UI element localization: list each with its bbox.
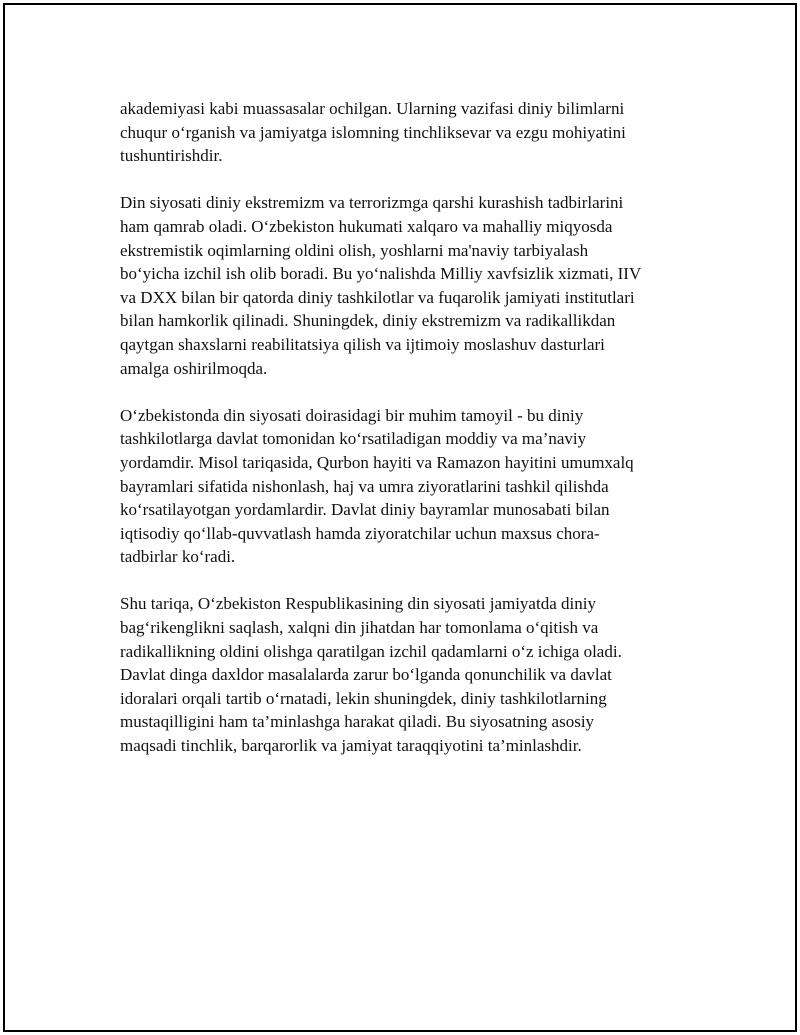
text-line: mustaqilligini ham ta’minlashga harakat qiladi. Bu siyosatning asosiy	[120, 712, 595, 732]
text-line: yordamdir. Misol tariqasida, Qurbon hayiti va Ramazon hayitini umumxalq	[120, 452, 634, 472]
text-line: amalga oshirilmoqda.	[120, 358, 268, 378]
text-line: bilan hamkorlik qilinadi. Shuningdek, diniy ekstremizm va radikallikdan	[120, 311, 616, 331]
text-line: idoralari orqali tartib o‘rnatadi, lekin shuningdek, diniy tashkilotlarning	[120, 688, 607, 708]
paragraph-3	[120, 404, 680, 569]
text-line: Davlat dinga daxldor masalalarda zarur bo‘lganda qonunchilik va davlat	[120, 665, 612, 685]
text-line: chuqur o‘rganish va jamiyatga islomning tinchliksevar va ezgu mohiyatini	[120, 122, 626, 142]
document-body	[120, 97, 680, 781]
text-line: qaytgan shaxslarni reabilitatsiya qilish va ijtimoiy moslashuv dasturlari	[120, 334, 605, 354]
text-line: ko‘rsatilayotgan yordamlardir. Davlat diniy bayramlar munosabati bilan	[120, 500, 610, 520]
text-line: radikallikning oldini olishga qaratilgan izchil qadamlarni o‘z ichiga oladi.	[120, 641, 622, 661]
paragraph-2	[120, 191, 680, 380]
text-line: tushuntirishdir.	[120, 146, 223, 166]
text-line: Din siyosati diniy ekstremizm va terrorizmga qarshi kurashish tadbirlarini	[120, 193, 624, 213]
text-line: va DXX bilan bir qatorda diniy tashkilotlar va fuqarolik jamiyati institutlari	[120, 287, 635, 307]
text-line: tadbirlar ko‘radi.	[120, 547, 236, 567]
text-line: iqtisodiy qo‘llab-quvvatlash hamda ziyoratchilar uchun maxsus chora-	[120, 523, 600, 543]
text-line: Shu tariqa, O‘zbekiston Respublikasining din siyosati jamiyatda diniy	[120, 594, 596, 614]
paragraph-4	[120, 592, 680, 757]
text-line: bag‘rikenglikni saqlash, xalqni din jihatdan har tomonlama o‘qitish va	[120, 618, 599, 638]
text-line: bo‘yicha izchil ish olib boradi. Bu yo‘nalishda Milliy xavfsizlik xizmati, IIV	[120, 264, 642, 284]
text-line: ekstremistik oqimlarning oldini olish, yoshlarni ma'naviy tarbiyalash	[120, 240, 589, 260]
text-line: tashkilotlarga davlat tomonidan ko‘rsatiladigan moddiy va ma’naviy	[120, 429, 587, 449]
page-frame	[3, 3, 797, 1032]
text-line: O‘zbekistonda din siyosati doirasidagi bir muhim tamoyil - bu diniy	[120, 405, 584, 425]
text-line: bayramlari sifatida nishonlash, haj va umra ziyoratlarini tashkil qilishda	[120, 476, 609, 496]
text-line: ham qamrab oladi. O‘zbekiston hukumati xalqaro va mahalliy miqyosda	[120, 216, 613, 236]
text-line: akademiyasi kabi muassasalar ochilgan. Ularning vazifasi diniy bilimlarni	[120, 99, 625, 118]
paragraph-1	[120, 97, 680, 168]
text-line: maqsadi tinchlik, barqarorlik va jamiyat taraqqiyotini ta’minlashdir.	[120, 736, 582, 756]
